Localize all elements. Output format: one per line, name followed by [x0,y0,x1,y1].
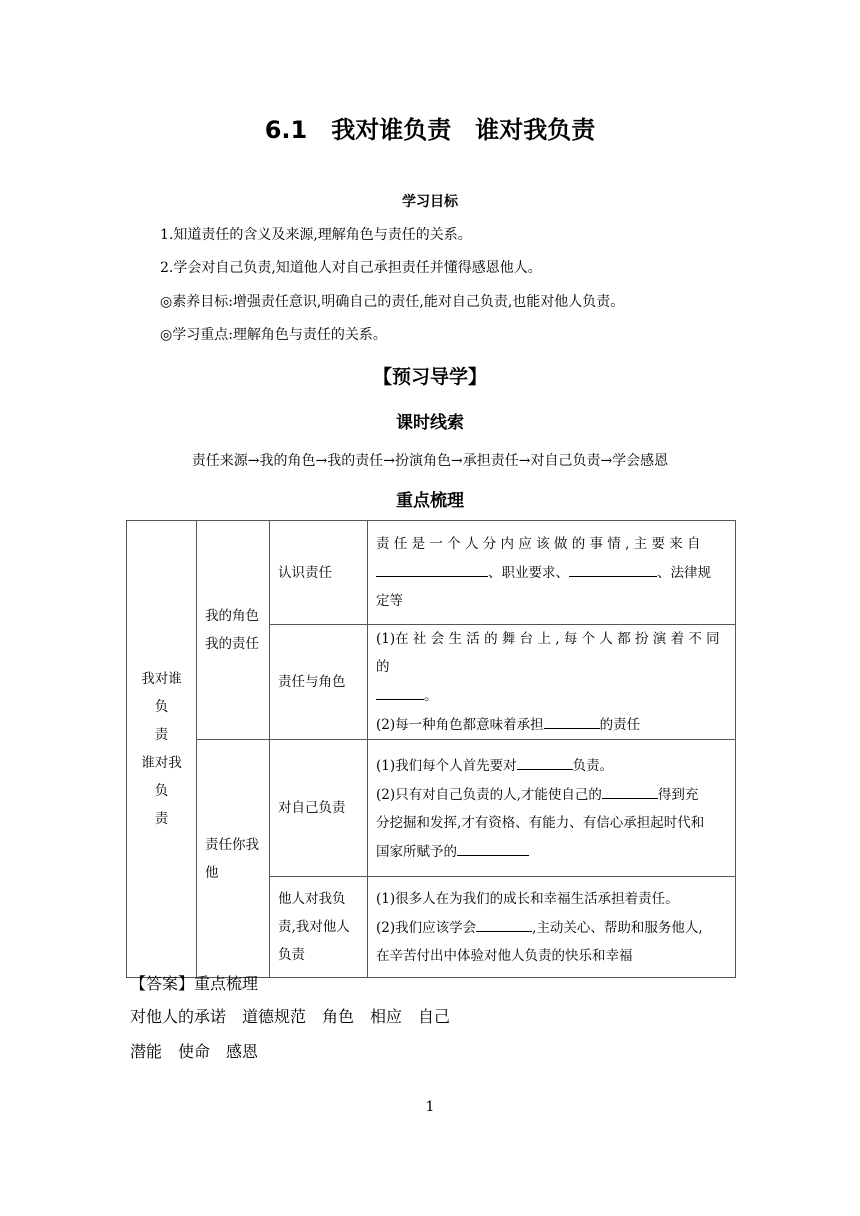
content-line [376,751,727,780]
content-line: 定等 [376,593,403,609]
content-line: 责 任 是 一 个 人 分 内 应 该 做 的 事 情 , 主 要 来 自 [376,536,701,552]
row-content [368,521,736,625]
text-segment: 、职业要求、 [488,565,569,581]
blank-line [376,558,488,577]
blank-line [476,913,532,932]
text-segment: 负责。 [572,757,614,774]
objective-item: ◎素养目标:增强责任意识,明确自己的责任,能对自己负责,也能对他人负责。 [160,294,625,310]
content-line: (1)在 社 会 生 活 的 舞 台 上 , 每 个 人 都 扮 演 着 不 同 的 [376,631,720,675]
subtopic-line: 责任你我 [205,836,259,853]
topic-line: 责 [154,727,169,743]
objective-item: 2.学会对自己负责,知道他人对自己承担责任并懂得感恩他人。 [160,260,542,276]
content-line [376,710,727,739]
answer-line: 对他人的承诺 道德规范 角色 相应 自己 [130,1007,451,1026]
page-number: 1 [425,1099,435,1115]
topic-line: 谁对我负 [141,755,182,799]
text-segment: 。 [424,688,438,704]
page-title: 6.1 我对谁负责 谁对我负责 [264,116,596,144]
row-label: 他人对我负责,我对他人负责 [270,877,368,978]
text-segment: 的责任 [599,717,641,733]
topic-cell [127,521,197,978]
content-line [376,837,727,866]
content-line: (1)很多人在为我们的成长和幸福生活承担着责任。 [376,890,679,907]
review-heading: 重点梳理 [396,491,464,511]
blank-line [457,837,529,856]
blank-line [376,681,424,700]
text-segment: 得到充 [657,786,699,803]
text-segment: (2)每一种角色都意味着承担 [376,717,544,733]
topic-line: 责 [154,811,169,827]
clue-text: 责任来源→我的角色→我的责任→扮演角色→承担责任→对自己负责→学会感恩 [191,453,669,469]
row-content [368,877,736,978]
text-segment: (1)我们每个人首先要对 [376,757,517,774]
blank-line [602,780,658,799]
subtopic-line: 我的责任 [205,636,259,652]
objective-item: 1.知道责任的含义及来源,理解角色与责任的关系。 [160,227,472,243]
answer-line: 潜能 使命 感恩 [130,1042,259,1061]
subtopic-cell [197,521,270,740]
content-line [376,913,727,942]
review-table [126,520,736,978]
subtopic-line: 我的角色 [205,608,259,624]
blank-line [544,710,600,729]
blank-line [569,558,657,577]
content-line [376,681,727,710]
content-line [376,780,727,809]
subtopic-line: 他 [205,864,219,881]
content-line: 在辛苦付出中体验对他人负责的快乐和幸福 [376,947,633,964]
preview-heading: 【预习导学】 [372,366,487,388]
row-content [368,740,736,877]
text-segment: ,主动关心、帮助和服务他人, [532,919,703,936]
topic-line: 我对谁负 [141,671,182,715]
content-line: 分挖掘和发挥,才有资格、有能力、有信心承担起时代和 [376,814,705,831]
answer-heading: 【答案】重点梳理 [130,974,259,993]
text-segment: 、法律规 [657,565,711,581]
objectives-heading: 学习目标 [402,194,458,210]
clue-heading: 课时线索 [396,413,464,433]
row-label: 认识责任 [270,521,368,625]
text-segment: (2)我们应该学会 [376,919,477,936]
text-segment: 国家所赋予的 [376,843,457,860]
content-line [376,558,727,587]
subtopic-cell [197,740,270,978]
row-label: 责任与角色 [270,625,368,740]
row-label: 对自己负责 [270,740,368,877]
text-segment: (2)只有对自己负责的人,才能使自己的 [376,786,602,803]
objective-item: ◎学习重点:理解角色与责任的关系。 [160,327,387,343]
row-content [368,625,736,740]
blank-line [517,751,573,770]
